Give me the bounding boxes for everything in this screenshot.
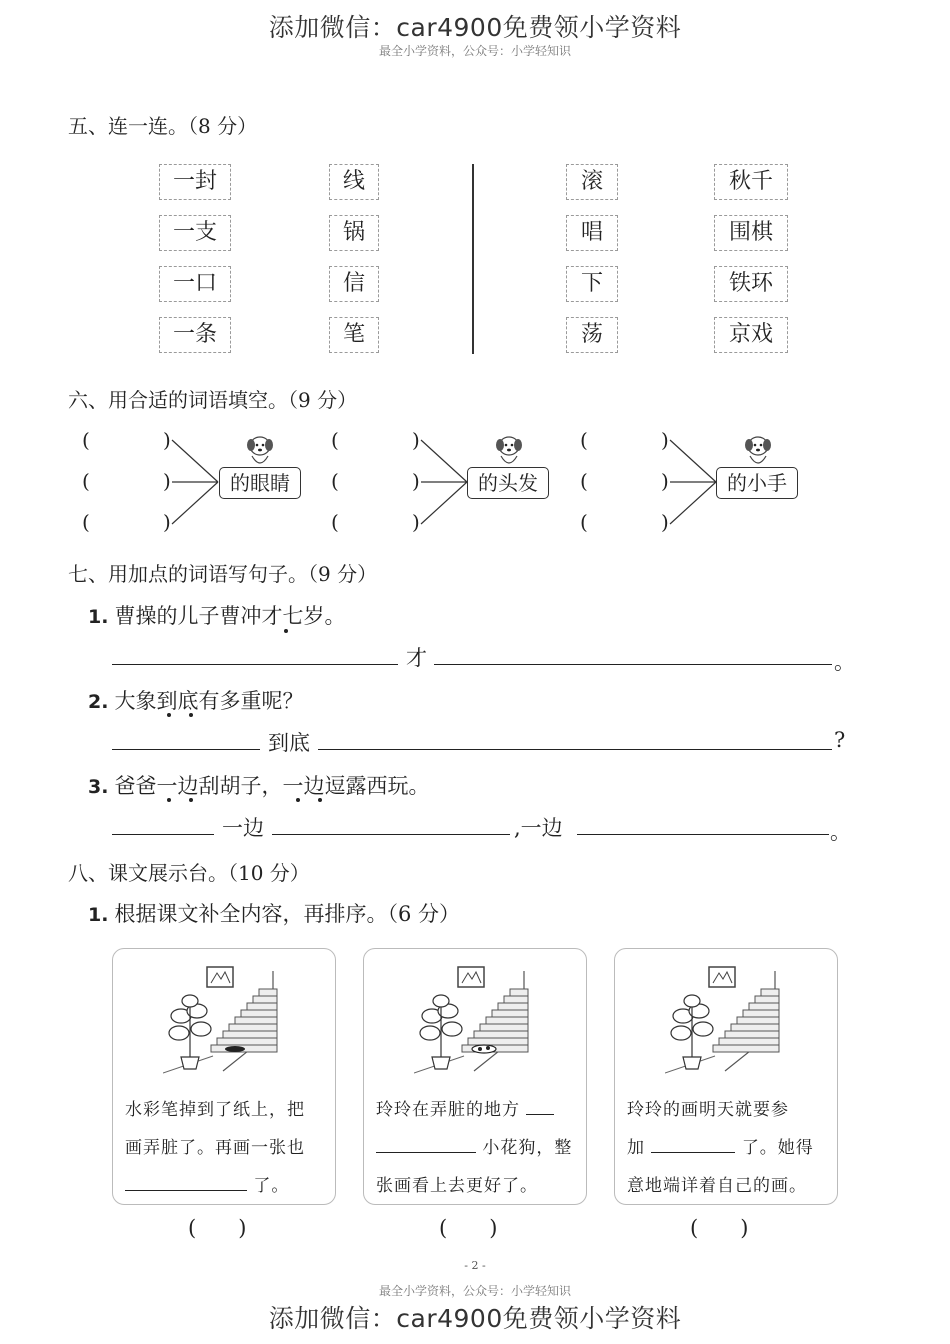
word-box: 锅: [329, 215, 379, 251]
paren-close: ): [661, 428, 669, 452]
emphasis-dot: [167, 798, 171, 802]
card-line: [125, 1167, 329, 1205]
card-line: 意地端详着自己的画。: [627, 1176, 807, 1196]
word-box: 荡: [566, 317, 618, 353]
word-box: 秋千: [714, 164, 788, 200]
emphasis-dot: [296, 798, 300, 802]
question-2: [88, 685, 303, 715]
emphasis-dot: [318, 798, 322, 802]
staircase-plant-illustration: [665, 961, 785, 1081]
word-box: 一支: [159, 215, 231, 251]
card-line: 张画看上去更好了。: [376, 1176, 538, 1196]
card-line: 画弄脏了。再画一张也: [125, 1138, 305, 1158]
word-box: 京戏: [714, 317, 788, 353]
question-3: [88, 770, 429, 800]
answer-blank[interactable]: [318, 749, 832, 750]
answer-blank[interactable]: [434, 664, 832, 665]
paren-open: (: [82, 428, 90, 452]
paren-close: ): [163, 469, 171, 493]
order-answer-1[interactable]: ( ): [188, 1216, 247, 1240]
watermark-banner-bottom: 添加微信：car4900免费领小学资料: [268, 1304, 682, 1333]
target-phrase: 的小手: [716, 467, 798, 499]
card-line: [376, 1129, 580, 1167]
question-1: [88, 600, 345, 630]
word-box: 一口: [159, 266, 231, 302]
emphasis-dot: [167, 713, 171, 717]
connector-lines: [168, 432, 222, 532]
paren-close: ): [412, 469, 420, 493]
paren-close: ): [661, 469, 669, 493]
sentence-end: 。: [830, 820, 851, 844]
order-answer-3[interactable]: ( ): [690, 1216, 749, 1240]
word-box: 下: [566, 266, 618, 302]
emphasis-dot: [189, 798, 193, 802]
question-sentence: 曹操的儿子曹冲才七岁。: [114, 604, 346, 628]
question-number: 3.: [88, 776, 109, 798]
target-phrase: 的眼睛: [219, 467, 301, 499]
paren-open: (: [82, 510, 90, 534]
puppy-icon: [489, 430, 529, 470]
word-box: 线: [329, 164, 379, 200]
paren-close: ): [661, 510, 669, 534]
card-text: [627, 1091, 831, 1205]
key-word: 到底: [268, 731, 310, 755]
sentence-end: 。: [834, 650, 855, 674]
word-box: 一条: [159, 317, 231, 353]
section-8-title: 八、课文展示台。（10 分）: [68, 861, 310, 885]
sub-question-text: 根据课文补全内容，再排序。（6 分）: [114, 902, 460, 926]
question-sentence: 爸爸一边刮胡子，一边逗露西玩。: [114, 774, 430, 798]
card-blank[interactable]: [376, 1151, 476, 1153]
puppy-icon: [738, 430, 778, 470]
word-box: 一封: [159, 164, 231, 200]
section-5-title: 五、连一连。（8 分）: [68, 114, 258, 138]
paren-close: ): [163, 428, 171, 452]
story-card-1: [112, 948, 336, 1205]
story-card-2: [363, 948, 587, 1205]
question-sentence: 大象到底有多重呢？: [114, 689, 304, 713]
answer-blank[interactable]: [112, 664, 398, 665]
paren-close: ): [163, 510, 171, 534]
paren-open: (: [580, 469, 588, 493]
card-line: 玲玲的画明天就要参: [627, 1100, 789, 1120]
card-text: [125, 1091, 329, 1205]
question-number: 1.: [88, 606, 109, 628]
answer-blank[interactable]: [112, 834, 214, 835]
card-line-tail: 了。: [253, 1176, 290, 1196]
section-7-title: 七、用加点的词语写句子。（9 分）: [68, 562, 378, 586]
card-blank[interactable]: [651, 1151, 735, 1153]
word-box: 铁环: [714, 266, 788, 302]
sub-question-1: [88, 898, 460, 928]
word-box: 滚: [566, 164, 618, 200]
story-card-3: [614, 948, 838, 1205]
card-line-tail: 了。她得: [741, 1138, 814, 1158]
question-number: 1.: [88, 904, 109, 926]
card-blank[interactable]: [125, 1189, 247, 1191]
emphasis-dot: [189, 713, 193, 717]
paren-open: (: [331, 469, 339, 493]
card-line: 水彩笔掉到了纸上，把: [125, 1100, 305, 1120]
connector-lines: [417, 432, 471, 532]
connector-lines: [666, 432, 720, 532]
word-box: 围棋: [714, 215, 788, 251]
emphasis-dot: [284, 629, 288, 633]
matching-divider: [472, 164, 474, 354]
word-box: 唱: [566, 215, 618, 251]
answer-blank[interactable]: [272, 834, 510, 835]
section-6-title: 六、用合适的词语填空。（9 分）: [68, 388, 358, 412]
sentence-end: ?: [834, 728, 846, 752]
card-line-head: 玲玲在弄脏的地方: [376, 1100, 520, 1120]
card-line-tail: 小花狗，整: [482, 1138, 573, 1158]
faint-footer-text: 最全小学资料，公众号：小学轻知识: [378, 1284, 571, 1298]
staircase-plant-illustration: [414, 961, 534, 1081]
paren-close: ): [412, 428, 420, 452]
faint-header-text: 最全小学资料，公众号：小学轻知识: [378, 44, 571, 58]
page-number: - 2 -: [464, 1259, 486, 1272]
card-line-head: 加: [627, 1138, 645, 1158]
paren-open: (: [82, 469, 90, 493]
order-answer-2[interactable]: ( ): [439, 1216, 498, 1240]
card-line: [627, 1129, 831, 1167]
key-word: 一边: [222, 816, 264, 840]
card-text: [376, 1091, 580, 1205]
card-line: [376, 1091, 580, 1129]
paren-open: (: [580, 510, 588, 534]
watermark-banner-top: 添加微信：car4900免费领小学资料: [268, 13, 682, 42]
key-word: ,一边: [514, 816, 563, 840]
paren-open: (: [331, 510, 339, 534]
key-word: 才: [406, 646, 427, 670]
staircase-plant-illustration: [163, 961, 283, 1081]
puppy-icon: [240, 430, 280, 470]
target-phrase: 的头发: [467, 467, 549, 499]
word-box: 信: [329, 266, 379, 302]
answer-blank[interactable]: [112, 749, 260, 750]
answer-blank[interactable]: [577, 834, 829, 835]
word-box: 笔: [329, 317, 379, 353]
card-blank[interactable]: [526, 1113, 554, 1115]
paren-open: (: [580, 428, 588, 452]
paren-open: (: [331, 428, 339, 452]
question-number: 2.: [88, 691, 109, 713]
paren-close: ): [412, 510, 420, 534]
